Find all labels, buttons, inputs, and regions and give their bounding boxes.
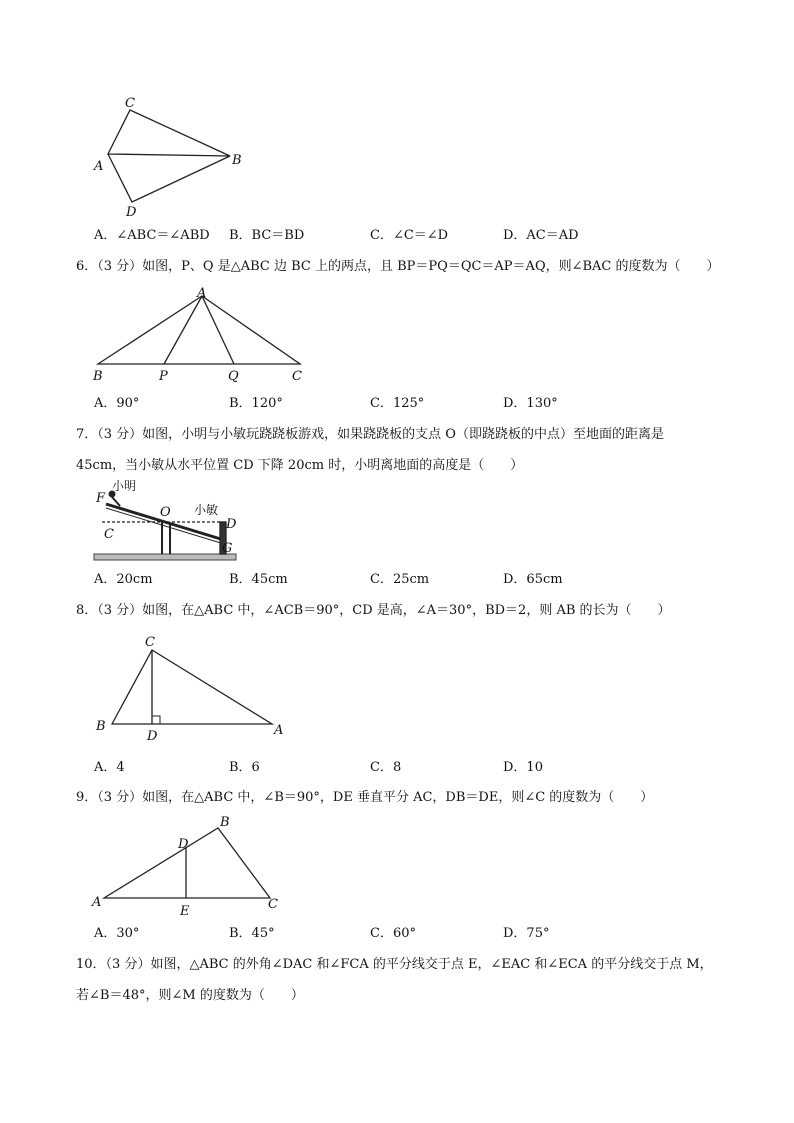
q6-figure	[88, 284, 318, 384]
q9-option-c: C．60°	[370, 926, 416, 941]
q5-label-d: D	[126, 205, 137, 220]
q9-label-c: C	[268, 897, 278, 912]
q8-label-c: C	[145, 635, 155, 650]
q8-figure	[90, 630, 290, 745]
q7-label-f: F	[96, 491, 106, 506]
q7-ground	[94, 554, 236, 560]
q6-option-c: C．125°	[370, 396, 425, 411]
q7-label-d: D	[226, 517, 237, 532]
q6-label-c: C	[292, 369, 302, 384]
q5-option-d: D．AC＝AD	[503, 228, 579, 243]
q5-label-b: B	[232, 153, 242, 168]
q6-segment-ap	[164, 296, 202, 364]
q10-question-line2: 若∠B＝48°，则∠M 的度数为（ ）	[76, 988, 304, 1003]
q7-option-c: C．25cm	[370, 572, 430, 587]
q9-label-a: A	[92, 895, 102, 910]
q7-option-d: D．65cm	[503, 572, 563, 587]
q5-option-b: B．BC＝BD	[229, 228, 305, 243]
q9-option-d: D．75°	[503, 926, 550, 941]
q9-question-text: 9．（3 分）如图，在△ABC 中，∠B＝90°，DE 垂直平分 AC，DB＝DE，则∠C 的度数为（ ）	[76, 790, 654, 805]
q5-option-a: A．∠ABC＝∠ABD	[94, 228, 210, 243]
q8-option-b: B．6	[229, 760, 260, 775]
q8-option-d: D．10	[503, 760, 543, 775]
q6-triangle-abc	[98, 296, 300, 364]
q5-label-c: C	[125, 96, 135, 111]
q5-triangle-acb	[108, 110, 230, 156]
q8-option-c: C．8	[370, 760, 402, 775]
q9-option-a: A．30°	[94, 926, 140, 941]
q10-question-line1: 10．（3 分）如图，△ABC 的外角∠DAC 和∠FCA 的平分线交于点 E，∠EAC 和∠ECA 的平分线交于点 M，	[76, 957, 713, 972]
q8-triangle-abc	[112, 650, 272, 724]
q7-label-xiaoming: 小明	[112, 479, 137, 493]
q6-label-a: A	[197, 286, 207, 301]
q5-figure	[90, 92, 250, 222]
q7-option-b: B．45cm	[229, 572, 288, 587]
q8-question-text: 8．（3 分）如图，在△ABC 中，∠ACB＝90°，CD 是高，∠A＝30°，BD＝2，则 AB 的长为（ ）	[76, 603, 671, 618]
q7-question-line1: 7．（3 分）如图，小明与小敏玩跷跷板游戏，如果跷跷板的支点 O（即跷跷板的中点）至地面的距离是	[76, 427, 664, 442]
q7-figure	[90, 476, 240, 566]
q8-label-d: D	[147, 729, 158, 744]
q5-label-a: A	[94, 159, 104, 174]
q9-figure	[88, 812, 288, 920]
q6-option-b: B．120°	[229, 396, 283, 411]
q8-right-angle-mark	[152, 716, 160, 724]
q6-label-q: Q	[228, 369, 239, 384]
q8-label-a: A	[274, 723, 284, 738]
q9-label-e: E	[180, 904, 190, 919]
q7-question-line2: 45cm，当小敏从水平位置 CD 下降 20cm 时，小明离地面的高度是（ ）	[76, 458, 524, 473]
q8-label-b: B	[96, 719, 106, 734]
q7-label-c: C	[104, 527, 114, 542]
q6-question-text: 6．（3 分）如图，P、Q 是△ABC 边 BC 上的两点，且 BP＝PQ＝QC＝AP＝AQ，则∠BAC 的度数为（ ）	[76, 259, 720, 274]
q6-label-b: B	[93, 369, 103, 384]
q5-option-c: C．∠C＝∠D	[370, 228, 449, 243]
q6-option-a: A．90°	[94, 396, 140, 411]
q7-label-o: O	[160, 505, 171, 520]
q6-segment-aq	[202, 296, 234, 364]
q9-label-b: B	[220, 815, 230, 830]
q6-option-d: D．130°	[503, 396, 558, 411]
q5-triangle-adb	[108, 154, 230, 202]
q9-label-d: D	[178, 837, 189, 852]
q7-label-xiaomin: 小敏	[194, 503, 219, 517]
q8-option-a: A．4	[94, 760, 125, 775]
q7-label-g: G	[222, 541, 233, 556]
q9-option-b: B．45°	[229, 926, 275, 941]
q7-option-a: A．20cm	[94, 572, 153, 587]
q6-label-p: P	[159, 369, 168, 384]
